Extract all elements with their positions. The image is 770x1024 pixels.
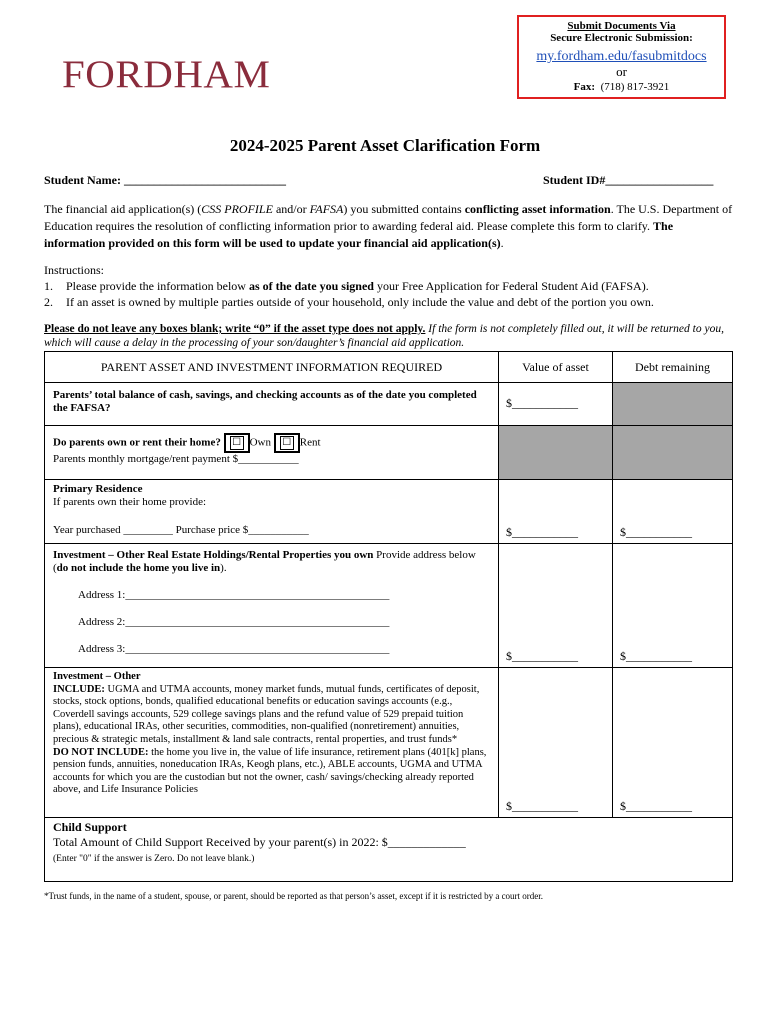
form-title: 2024-2025 Parent Asset Clarification Form xyxy=(229,136,541,155)
row-child-support: Child Support Total Amount of Child Support Received by your parent(s) in 2022: $_____________ (Enter "0" if the answer is Zero. Do not leave blank.) xyxy=(45,818,733,882)
row-primary-residence: Primary Residence If parents own their home provide: Year purchased _________ Purchase price $___________ xyxy=(45,480,499,544)
row-real-estate: Investment – Other Real Estate Holdings/Rental Properties you own Provide address below (do not include the home you live in). Address 1:________________________________________________ Address 2:________________________________________________ Address 3:________________________________________________ xyxy=(45,544,499,668)
residence-value-field[interactable]: $___________ xyxy=(499,480,613,544)
submit-documents-box xyxy=(517,15,726,99)
row-own-rent: Do parents own or rent their home? ☐ Own ☐ Rent Parents monthly mortgage/rent payment $___________ xyxy=(45,426,499,480)
fordham-logo: FORDHAM xyxy=(62,53,271,96)
student-id-field[interactable]: Student ID#__________________ xyxy=(543,173,714,187)
trust-fund-footnote: *Trust funds, in the name of a student, spouse, or parent, should be reported as that person’s asset, except if it is restricted by a court order. xyxy=(44,891,544,901)
realestate-debt-field[interactable]: $___________ xyxy=(613,544,733,668)
instructions-heading: Instructions: xyxy=(44,263,104,277)
intro-paragraph: The financial aid application(s) (CSS PROFILE and/or FAFSA) you submitted contains conflicting asset information. The U.S. Department of Education requires the resolution of conflicting information prior to awarding federal aid. Please complete this form to clarify. The information provided on this form will be used to update your financial aid application(s). xyxy=(44,202,733,250)
cash-debt-disabled xyxy=(613,383,733,426)
child-support-field[interactable]: Total Amount of Child Support Received by your parent(s) in 2022: $_____________ xyxy=(53,835,466,849)
header-asset-info: PARENT ASSET AND INVESTMENT INFORMATION REQUIRED xyxy=(45,352,499,383)
cash-value-field[interactable]: $___________ xyxy=(499,383,613,426)
header-debt: Debt remaining xyxy=(613,352,733,383)
instruction-2: 2. If an asset is owned by multiple parties outside of your household, only include the value and debt of the portion you own. xyxy=(44,295,654,309)
asset-table xyxy=(44,351,733,882)
submit-docs-link[interactable]: my.fordham.edu/fasubmitdocs xyxy=(536,49,707,64)
purchase-fields[interactable]: Year purchased _________ Purchase price $___________ xyxy=(53,524,309,536)
address-3-field[interactable]: Address 3:________________________________________________ xyxy=(78,643,390,655)
fax-line: Fax: (718) 817-3921 xyxy=(573,81,670,93)
student-name-field[interactable]: Student Name: ___________________________ xyxy=(44,173,286,187)
rent-checkbox[interactable]: ☐ xyxy=(274,433,300,453)
header-value: Value of asset xyxy=(499,352,613,383)
ownrent-value-disabled xyxy=(499,426,613,480)
instruction-1: 1. Please provide the information below as of the date you signed your Free Application for Federal Student Aid (FAFSA). xyxy=(44,279,649,293)
ownrent-debt-disabled xyxy=(613,426,733,480)
residence-debt-field[interactable]: $___________ xyxy=(613,480,733,544)
realestate-value-field[interactable]: $___________ xyxy=(499,544,613,668)
investment-debt-field[interactable]: $___________ xyxy=(613,668,733,818)
address-2-field[interactable]: Address 2:________________________________________________ xyxy=(78,616,390,628)
submit-subheading: Secure Electronic Submission: xyxy=(550,32,693,44)
row-cash-balance: Parents’ total balance of cash, savings, and checking accounts as of the date you completed the FAFSA? xyxy=(45,383,499,426)
address-1-field[interactable]: Address 1:________________________________________________ xyxy=(78,589,390,601)
or-text: or xyxy=(616,64,627,79)
investment-value-field[interactable]: $___________ xyxy=(499,668,613,818)
row-other-investments: Investment – Other INCLUDE: UGMA and UTMA accounts, money market funds, mutual funds, certificates of deposit, stocks, stock options, bonds, qualified educational benefits or education savings accounts (e.g., Coverdell savings accounts, 529 college savings plans and the refund value of 529 prepaid tuition plans), educational IRAs, other securities, commodities, non-qualified (nonretirement) annuities, precious & strategic metals, installment & land sale contracts, rental properties, and trust funds* DO NOT INCLUDE: the home you live in, the value of life insurance, retirement plans (401[k] plans, pension funds, annuities, noneducation IRAs, Keogh plans, etc.), ABLE accounts, UGMA and UTMA accounts for which you are the custodian but not the owner, cash/ savings/checking already reported above, and Life Insurance Policies xyxy=(45,668,499,818)
mortgage-payment-field[interactable]: Parents monthly mortgage/rent payment $___________ xyxy=(53,453,299,465)
warning-text: Please do not leave any boxes blank; write “0” if the asset type does not apply. If the form is not completely filled out, it will be returned to you, which will cause a delay in the processing of your son/daughter’s financial aid application. xyxy=(44,323,724,349)
own-checkbox[interactable]: ☐ xyxy=(224,433,250,453)
instructions xyxy=(44,262,734,310)
submit-heading: Submit Documents Via xyxy=(567,20,676,32)
